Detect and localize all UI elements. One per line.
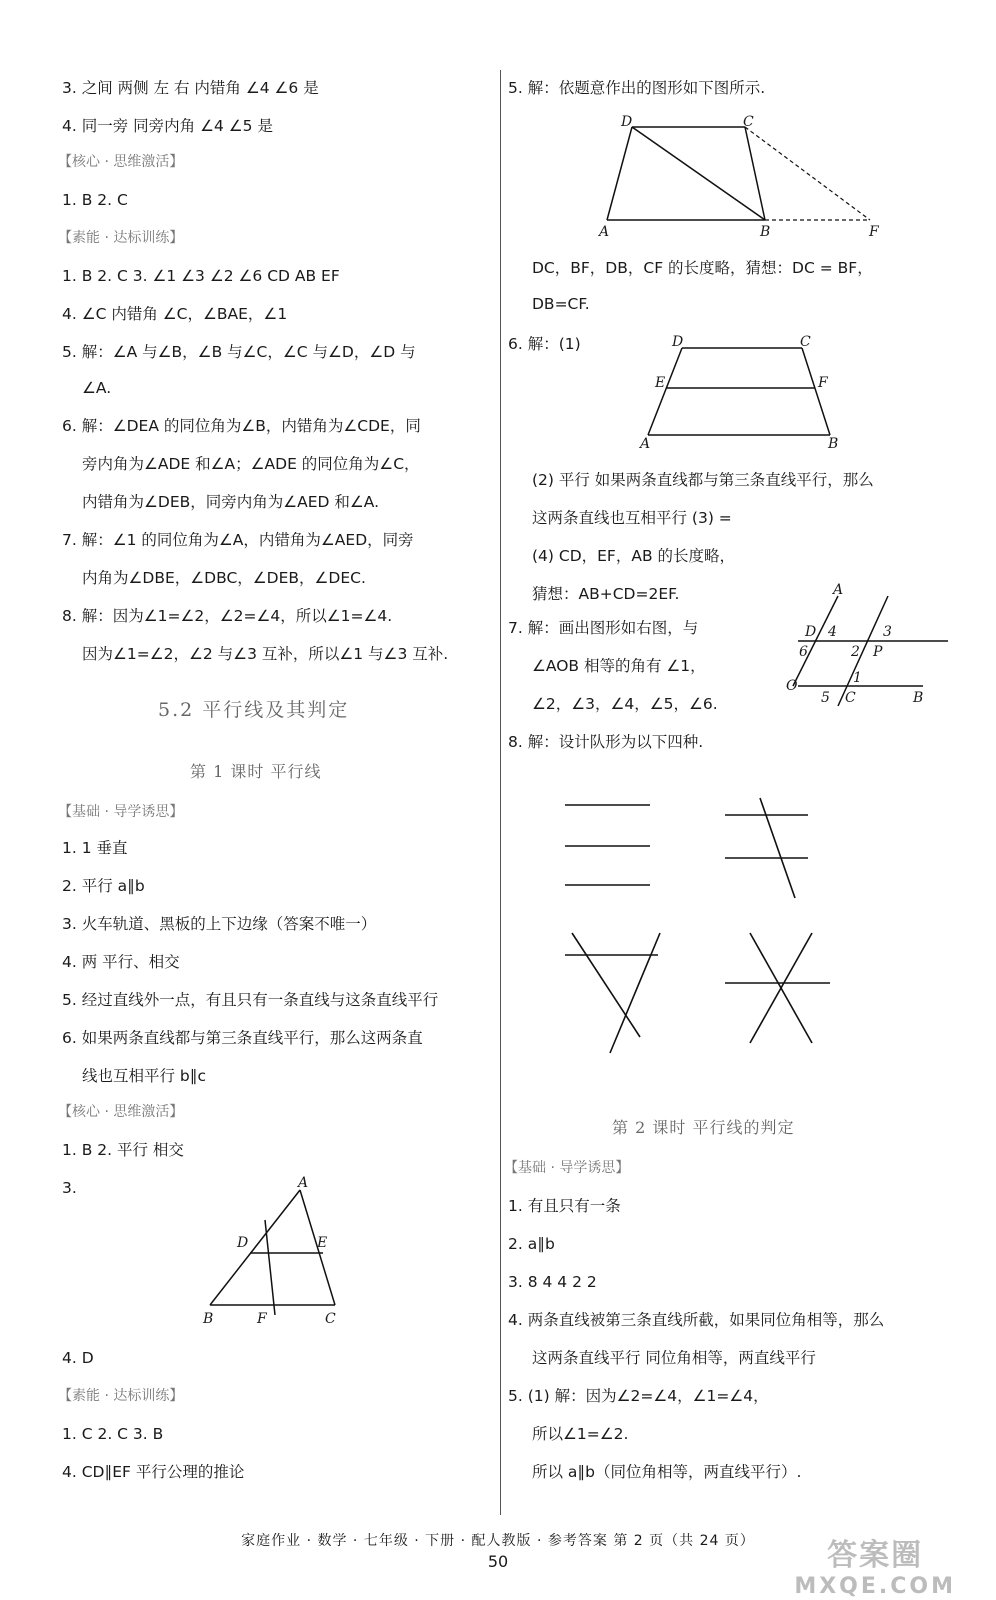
answer-line: 6. 如果两条直线都与第三条直线平行，那么这两条直: [62, 1029, 423, 1047]
fig-label: P: [873, 644, 883, 660]
fig-label: O: [786, 678, 798, 694]
fig-label: C: [743, 114, 754, 130]
answer-line: 这两条直线平行 同位角相等，两直线平行: [532, 1349, 816, 1367]
answer-line: 线也互相平行 b∥c: [82, 1067, 207, 1085]
answer-line: ∠A.: [82, 379, 112, 397]
watermark-url: MXQE.COM: [794, 1574, 956, 1599]
answer-line: 因为∠1=∠2，∠2 与∠3 互补，所以∠1 与∠3 互补.: [82, 645, 449, 663]
answer-line: 4. CD∥EF 平行公理的推论: [62, 1463, 245, 1481]
answer-line: 4. D: [62, 1349, 94, 1367]
fig-label: B: [828, 436, 839, 452]
fig-label: A: [298, 1175, 309, 1191]
fig-label: D: [805, 624, 817, 640]
watermark-text: 答案圈: [827, 1538, 924, 1573]
fig-label: F: [257, 1311, 267, 1327]
answer-line: 6. 解：∠DEA 的同位角为∠B，内错角为∠CDE，同: [62, 417, 421, 435]
fig-label: 6: [799, 644, 808, 660]
section-label: 【核心 · 思维激活】: [58, 1104, 184, 1120]
fig-label: A: [640, 436, 651, 452]
answer-line: 2. a∥b: [508, 1235, 555, 1253]
answer-line: 所以 a∥b（同位角相等，两直线平行）.: [532, 1463, 802, 1481]
trapezoid-figure: [595, 112, 895, 242]
column-divider: [500, 70, 501, 1515]
answer-line: 5. (1) 解：因为∠2=∠4，∠1=∠4，: [508, 1387, 769, 1405]
answer-line: 4. 同一旁 同旁内角 ∠4 ∠5 是: [62, 117, 273, 135]
fig-label: E: [655, 375, 666, 391]
answer-line: 1. B 2. C: [62, 191, 128, 209]
fig-label: 5: [821, 690, 830, 706]
fig-label: F: [818, 375, 828, 391]
lesson-heading: 第 2 课时 平行线的判定: [612, 1118, 795, 1137]
watermark-logo: [794, 1530, 956, 1599]
section-label: 【基础 · 导学诱思】: [58, 804, 184, 820]
fig-label: 4: [828, 624, 837, 640]
fig-label: D: [621, 114, 633, 130]
section-heading: 5.2 平行线及其判定: [158, 699, 350, 721]
answer-line: 1. B 2. 平行 相交: [62, 1141, 184, 1159]
answer-line: 猜想：AB+CD=2EF.: [532, 585, 680, 603]
answer-line: 3.: [62, 1179, 77, 1197]
fig-label: A: [833, 582, 844, 598]
answer-line: ∠AOB 相等的角有 ∠1，: [532, 657, 706, 675]
answer-line: 旁内角为∠ADE 和∠A；∠ADE 的同位角为∠C，: [82, 455, 420, 473]
answer-line: 4. ∠C 内错角 ∠C，∠BAE，∠1: [62, 305, 288, 323]
answer-line: 这两条直线也互相平行 (3) =: [532, 509, 732, 527]
answer-line: 3. 火车轨道、黑板的上下边缘（答案不唯一）: [62, 915, 377, 933]
answer-line: 1. C 2. C 3. B: [62, 1425, 164, 1443]
section-label: 【基础 · 导学诱思】: [504, 1160, 630, 1176]
answer-line: 5. 解：∠A 与∠B，∠B 与∠C，∠C 与∠D，∠D 与: [62, 343, 416, 361]
answer-line: 7. 解：画出图形如右图，与: [508, 619, 699, 637]
fig-label: D: [672, 334, 684, 350]
fig-label: C: [325, 1311, 336, 1327]
answer-line: DB=CF.: [532, 295, 590, 313]
trapezoid-midline-figure: [630, 330, 860, 455]
parallel-angles-figure: [783, 578, 958, 718]
fig-label: D: [237, 1235, 249, 1251]
fig-label: B: [913, 690, 924, 706]
answer-line: (2) 平行 如果两条直线都与第三条直线平行，那么: [532, 471, 874, 489]
fig-label: B: [760, 224, 771, 240]
fig-label: 2: [851, 644, 860, 660]
answer-line: 内错角为∠DEB，同旁内角为∠AED 和∠A.: [82, 493, 380, 511]
answer-line: DC，BF，DB，CF 的长度略，猜想：DC = BF，: [532, 259, 873, 277]
answer-line: 所以∠1=∠2.: [532, 1425, 629, 1443]
formation-figure-1: [560, 790, 680, 900]
answer-line: (4) CD，EF，AB 的长度略，: [532, 547, 736, 565]
answer-line: 3. 之间 两侧 左 右 内错角 ∠4 ∠6 是: [62, 79, 319, 97]
fig-label: C: [845, 690, 856, 706]
answer-line: 4. 两 平行、相交: [62, 953, 180, 971]
answer-line: 7. 解：∠1 的同位角为∠A，内错角为∠AED，同旁: [62, 531, 414, 549]
answer-line: ∠2，∠3，∠4，∠5，∠6.: [532, 695, 718, 713]
lesson-heading: 第 1 课时 平行线: [190, 762, 322, 781]
answer-line: 8. 解：因为∠1=∠2，∠2=∠4，所以∠1=∠4.: [62, 607, 393, 625]
answer-line: 内角为∠DBE，∠DBC，∠DEB，∠DEC.: [82, 569, 366, 587]
answer-line: 4. 两条直线被第三条直线所截，如果同位角相等，那么: [508, 1311, 885, 1329]
fig-label: F: [869, 224, 879, 240]
fig-label: 3: [883, 624, 892, 640]
answer-line: 5. 经过直线外一点，有且只有一条直线与这条直线平行: [62, 991, 439, 1009]
formation-figure-4: [720, 925, 845, 1060]
answer-line: 1. B 2. C 3. ∠1 ∠3 ∠2 ∠6 CD AB EF: [62, 267, 340, 285]
answer-line: 3. 8 4 4 2 2: [508, 1273, 597, 1291]
footer-text: 家庭作业 · 数学 · 七年级 · 下册 · 配人教版 · 参考答案 第 2 页（共 24 页）: [241, 1533, 755, 1549]
fig-label: 1: [853, 670, 862, 686]
triangle-figure: [195, 1175, 355, 1335]
answer-line: 5. 解：依题意作出的图形如下图所示.: [508, 79, 766, 97]
fig-label: C: [800, 334, 811, 350]
answer-line: 2. 平行 a∥b: [62, 877, 145, 895]
answer-line: 1. 1 垂直: [62, 839, 128, 857]
fig-label: E: [317, 1235, 328, 1251]
answer-line: 8. 解：设计队形为以下四种.: [508, 733, 704, 751]
section-label: 【素能 · 达标训练】: [58, 230, 184, 246]
answer-line: 1. 有且只有一条: [508, 1197, 621, 1215]
fig-label: A: [599, 224, 610, 240]
answer-line: 6. 解：(1): [508, 335, 581, 353]
fig-label: B: [203, 1311, 214, 1327]
page-number: 50: [487, 1552, 509, 1571]
section-label: 【核心 · 思维激活】: [58, 154, 184, 170]
formation-figure-2: [720, 790, 840, 905]
formation-figure-3: [560, 925, 680, 1060]
section-label: 【素能 · 达标训练】: [58, 1388, 184, 1404]
